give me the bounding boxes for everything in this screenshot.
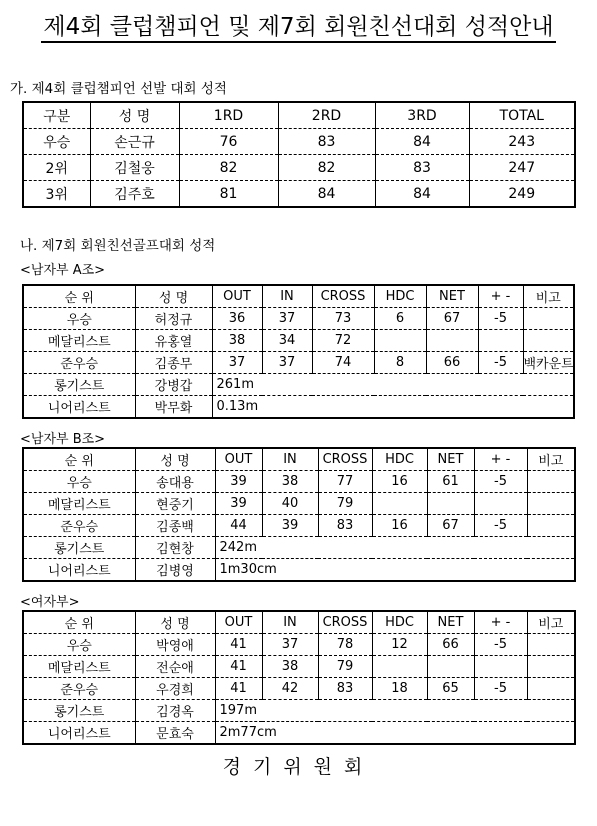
column-header: 2RD <box>278 102 375 129</box>
longest-drive-row <box>23 537 575 559</box>
table-cell <box>372 493 427 515</box>
award-winner: 박무화 <box>135 396 212 419</box>
table-cell <box>478 330 523 352</box>
column-header: 성 명 <box>135 611 215 634</box>
table-row <box>23 308 574 330</box>
table-cell <box>523 330 574 352</box>
table-cell: 39 <box>262 515 318 537</box>
table-cell: 73 <box>312 308 374 330</box>
table-cell: 76 <box>179 129 278 155</box>
column-header: HDC <box>374 285 426 308</box>
column-header: OUT <box>212 285 262 308</box>
page-title <box>0 8 597 41</box>
table-cell: 79 <box>318 493 372 515</box>
table-cell: 44 <box>215 515 262 537</box>
award-label: 니어리스트 <box>23 396 135 419</box>
table-cell: 16 <box>372 471 427 493</box>
table-row <box>23 330 574 352</box>
column-header: TOTAL <box>469 102 575 129</box>
men-a-table <box>22 284 575 419</box>
table-cell: 41 <box>215 678 262 700</box>
table-cell: 김철웅 <box>90 155 179 181</box>
award-value: 2m77cm <box>219 725 277 740</box>
column-header: IN <box>262 448 318 471</box>
table-cell: 79 <box>318 656 372 678</box>
page-title-text: 제4회 클럽챔피언 및 제7회 회원친선대회 성적안내 <box>41 14 555 43</box>
table-cell: -5 <box>478 352 523 374</box>
table-cell: 67 <box>427 515 474 537</box>
table-cell: 82 <box>278 155 375 181</box>
column-header: 비고 <box>527 448 575 471</box>
table-row <box>23 515 575 537</box>
table-cell: 12 <box>372 634 427 656</box>
table-cell: -5 <box>474 678 527 700</box>
table-cell: 현중기 <box>135 493 215 515</box>
table-row <box>23 634 575 656</box>
table-cell <box>474 493 527 515</box>
table-cell <box>427 493 474 515</box>
award-value: 242m <box>215 537 575 559</box>
table-cell: 83 <box>375 155 469 181</box>
table-cell: 65 <box>427 678 474 700</box>
table-row <box>23 471 575 493</box>
award-label: 롱기스트 <box>23 700 135 722</box>
table-cell <box>527 515 575 537</box>
column-header: OUT <box>215 611 262 634</box>
table-cell: 38 <box>212 330 262 352</box>
table-cell: 백카운트 <box>523 352 574 374</box>
table-cell: 8 <box>374 352 426 374</box>
table-cell <box>527 656 575 678</box>
table-cell <box>527 471 575 493</box>
table-cell: 81 <box>179 181 278 208</box>
table-cell: 67 <box>426 308 478 330</box>
column-header: 순 위 <box>23 448 135 471</box>
table-cell <box>427 656 474 678</box>
award-label: 롱기스트 <box>23 537 135 559</box>
column-header: IN <box>262 285 312 308</box>
table-cell <box>374 330 426 352</box>
table-cell: 83 <box>278 129 375 155</box>
table-cell <box>527 678 575 700</box>
award-winner: 김경옥 <box>135 700 215 722</box>
nearest-pin-row <box>23 722 575 745</box>
column-header: CROSS <box>312 285 374 308</box>
table-cell: 우승 <box>23 308 135 330</box>
column-header: NET <box>427 611 474 634</box>
award-label: 니어리스트 <box>23 559 135 582</box>
table-cell <box>372 656 427 678</box>
table-cell: 37 <box>212 352 262 374</box>
award-value: 1m30cm <box>219 562 277 577</box>
table-cell: 메달리스트 <box>23 330 135 352</box>
group-label-women: <여자부> <box>20 595 80 610</box>
table-cell: 준우승 <box>23 515 135 537</box>
table-cell: -5 <box>474 515 527 537</box>
award-value: 261m <box>212 374 574 396</box>
table-cell: 박영애 <box>135 634 215 656</box>
table-cell: 36 <box>212 308 262 330</box>
table-cell: 84 <box>375 181 469 208</box>
women-table <box>22 610 576 745</box>
table-cell <box>527 634 575 656</box>
table-cell: 41 <box>215 634 262 656</box>
table-cell: 247 <box>469 155 575 181</box>
longest-drive-row <box>23 374 574 396</box>
table-cell: 38 <box>262 471 318 493</box>
column-header: + - <box>474 611 527 634</box>
section-a-heading: 가. 제4회 클럽챔피언 선발 대회 성적 <box>10 81 227 97</box>
table-cell: 준우승 <box>23 352 135 374</box>
table-cell: 우승 <box>23 129 90 155</box>
table-cell: 김주호 <box>90 181 179 208</box>
table-cell: 전순애 <box>135 656 215 678</box>
table-cell: 38 <box>262 656 318 678</box>
column-header: CROSS <box>318 611 372 634</box>
table-cell: 84 <box>375 129 469 155</box>
group-label-men-b: <남자부 B조> <box>20 432 106 447</box>
column-header: NET <box>426 285 478 308</box>
group-label-men-a: <남자부 A조> <box>20 263 106 278</box>
table-cell: 243 <box>469 129 575 155</box>
championship-table <box>22 101 576 208</box>
table-cell: 37 <box>262 634 318 656</box>
award-winner: 김현창 <box>135 537 215 559</box>
column-header: + - <box>478 285 523 308</box>
table-cell: 39 <box>215 471 262 493</box>
column-header: 성 명 <box>90 102 179 129</box>
table-cell: 메달리스트 <box>23 493 135 515</box>
column-header: 성 명 <box>135 285 212 308</box>
section-b-heading: 나. 제7회 회원친선골프대회 성적 <box>20 238 216 254</box>
table-row <box>23 493 575 515</box>
table-cell: 66 <box>427 634 474 656</box>
table-cell: 메달리스트 <box>23 656 135 678</box>
table-header-row <box>23 102 575 129</box>
table-cell: 34 <box>262 330 312 352</box>
table-cell: 김종무 <box>135 352 212 374</box>
table-cell: 18 <box>372 678 427 700</box>
table-cell: 우경희 <box>135 678 215 700</box>
column-header: IN <box>262 611 318 634</box>
table-cell: 37 <box>262 308 312 330</box>
table-cell: 84 <box>278 181 375 208</box>
award-label: 니어리스트 <box>23 722 135 745</box>
column-header: 비고 <box>523 285 574 308</box>
table-cell: -5 <box>474 471 527 493</box>
column-header: 순 위 <box>23 611 135 634</box>
award-winner: 김병영 <box>135 559 215 582</box>
table-row <box>23 656 575 678</box>
column-header: CROSS <box>318 448 372 471</box>
column-header: HDC <box>372 611 427 634</box>
table-cell: 77 <box>318 471 372 493</box>
column-header: 구분 <box>23 102 90 129</box>
award-label: 롱기스트 <box>23 374 135 396</box>
column-header: NET <box>427 448 474 471</box>
longest-drive-row <box>23 700 575 722</box>
table-cell: 손근규 <box>90 129 179 155</box>
table-cell: 42 <box>262 678 318 700</box>
table-cell: 66 <box>426 352 478 374</box>
table-row <box>23 155 575 181</box>
committee-signature: 경기위원회 <box>222 756 375 778</box>
table-cell: 78 <box>318 634 372 656</box>
table-cell <box>527 493 575 515</box>
men-b-table <box>22 447 576 582</box>
table-cell <box>523 308 574 330</box>
table-cell: -5 <box>474 634 527 656</box>
table-cell: 6 <box>374 308 426 330</box>
column-header: 3RD <box>375 102 469 129</box>
table-cell: 준우승 <box>23 678 135 700</box>
table-cell: 40 <box>262 493 318 515</box>
award-winner: 강병갑 <box>135 374 212 396</box>
nearest-pin-row <box>23 559 575 582</box>
table-cell: 74 <box>312 352 374 374</box>
table-cell: 3위 <box>23 181 90 208</box>
column-header: OUT <box>215 448 262 471</box>
column-header: HDC <box>372 448 427 471</box>
table-cell: 송대용 <box>135 471 215 493</box>
table-cell: 허정규 <box>135 308 212 330</box>
table-cell: 61 <box>427 471 474 493</box>
table-cell: 유홍열 <box>135 330 212 352</box>
table-cell: 249 <box>508 185 536 202</box>
award-winner: 문효숙 <box>135 722 215 745</box>
column-header: + - <box>474 448 527 471</box>
table-cell: 83 <box>318 515 372 537</box>
table-cell: 82 <box>179 155 278 181</box>
table-cell <box>474 656 527 678</box>
award-value: 0.13m <box>216 399 259 414</box>
table-cell: 83 <box>318 678 372 700</box>
nearest-pin-row <box>23 396 574 419</box>
column-header: 순 위 <box>23 285 135 308</box>
table-header-row <box>23 448 575 471</box>
table-cell: 37 <box>262 352 312 374</box>
table-cell: 39 <box>215 493 262 515</box>
table-cell: 16 <box>372 515 427 537</box>
table-row <box>23 678 575 700</box>
table-header-row <box>23 285 574 308</box>
table-cell: 우승 <box>23 471 135 493</box>
table-cell: -5 <box>478 308 523 330</box>
table-row <box>23 181 575 208</box>
table-cell: 41 <box>215 656 262 678</box>
award-value: 197m <box>215 700 575 722</box>
table-cell: 72 <box>312 330 374 352</box>
table-cell: 2위 <box>23 155 90 181</box>
table-cell: 우승 <box>23 634 135 656</box>
table-header-row <box>23 611 575 634</box>
table-row <box>23 352 574 374</box>
table-cell <box>426 330 478 352</box>
column-header: 1RD <box>179 102 278 129</box>
table-cell: 김종백 <box>135 515 215 537</box>
table-row <box>23 129 575 155</box>
column-header: 성 명 <box>135 448 215 471</box>
column-header: 비고 <box>527 611 575 634</box>
